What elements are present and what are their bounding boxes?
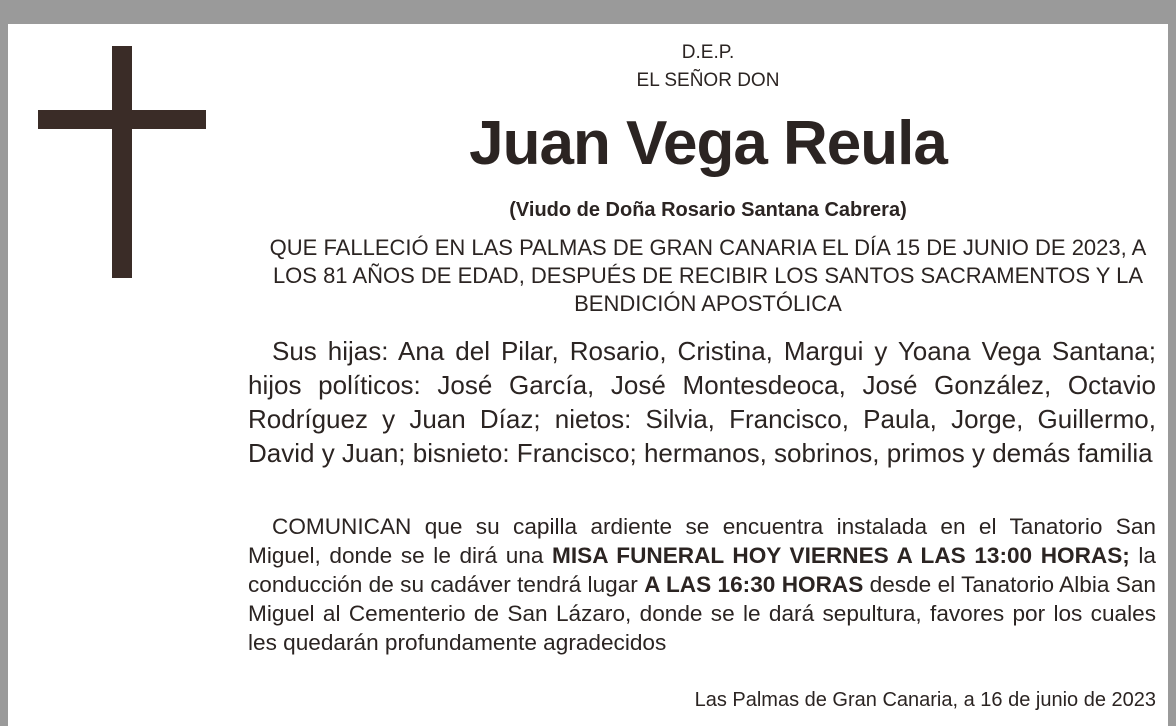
family-list: Sus hijas: Ana del Pilar, Rosario, Cristina, Margui y Yoana Vega Santana; hijos políticos: José García, José Montesdeoca, José González, Octavio Rodríguez y Juan Díaz; nietos: Silvia, Francisco, Paula, Jorge, Guillermo, David y Juan; bisnieto: Francisco; hermanos, sobrinos, primos y demás familia (248, 336, 1156, 468)
place-date: Las Palmas de Gran Canaria, a 16 de junio de 2023 (694, 689, 1156, 711)
deceased-name: Juan Vega Reula (469, 109, 947, 178)
notice-bold-2: A LAS 16:30 HORAS (644, 572, 864, 597)
senor-label: EL SEÑOR DON (636, 70, 780, 91)
notice-text-2: la conducción de su cadáver tendrá lugar (248, 543, 1156, 597)
widow-note: (Viudo de Doña Rosario Santana Cabrera) (509, 199, 907, 221)
obituary-card (8, 24, 1168, 726)
dep-label: D.E.P. (681, 42, 735, 63)
notice-bold-1: MISA FUNERAL HOY VIERNES A LAS 13:00 HORAS; (552, 543, 1130, 568)
death-notice: QUE FALLECIÓ EN LAS PALMAS DE GRAN CANARIA EL DÍA 15 DE JUNIO DE 2023, A LOS 81 AÑOS DE EDAD, DESPUÉS DE RECIBIR LOS SANTOS SACRAMENTOS Y LA BENDICIÓN APOSTÓLICA (269, 235, 1147, 316)
cross-horizontal-bar (38, 110, 206, 129)
funeral-notice (248, 512, 1156, 657)
cross-vertical-bar (112, 46, 132, 278)
notice-text-3: desde el Tanatorio Albia San Miguel al Cementerio de San Lázaro, donde se le dará sepultura, favores por los cuales les quedarán profundamente agradecidos (248, 572, 1156, 655)
notice-text-1: COMUNICAN que su capilla ardiente se encuentra instalada en el Tanatorio San Miguel, donde se le dirá una (248, 514, 1156, 568)
